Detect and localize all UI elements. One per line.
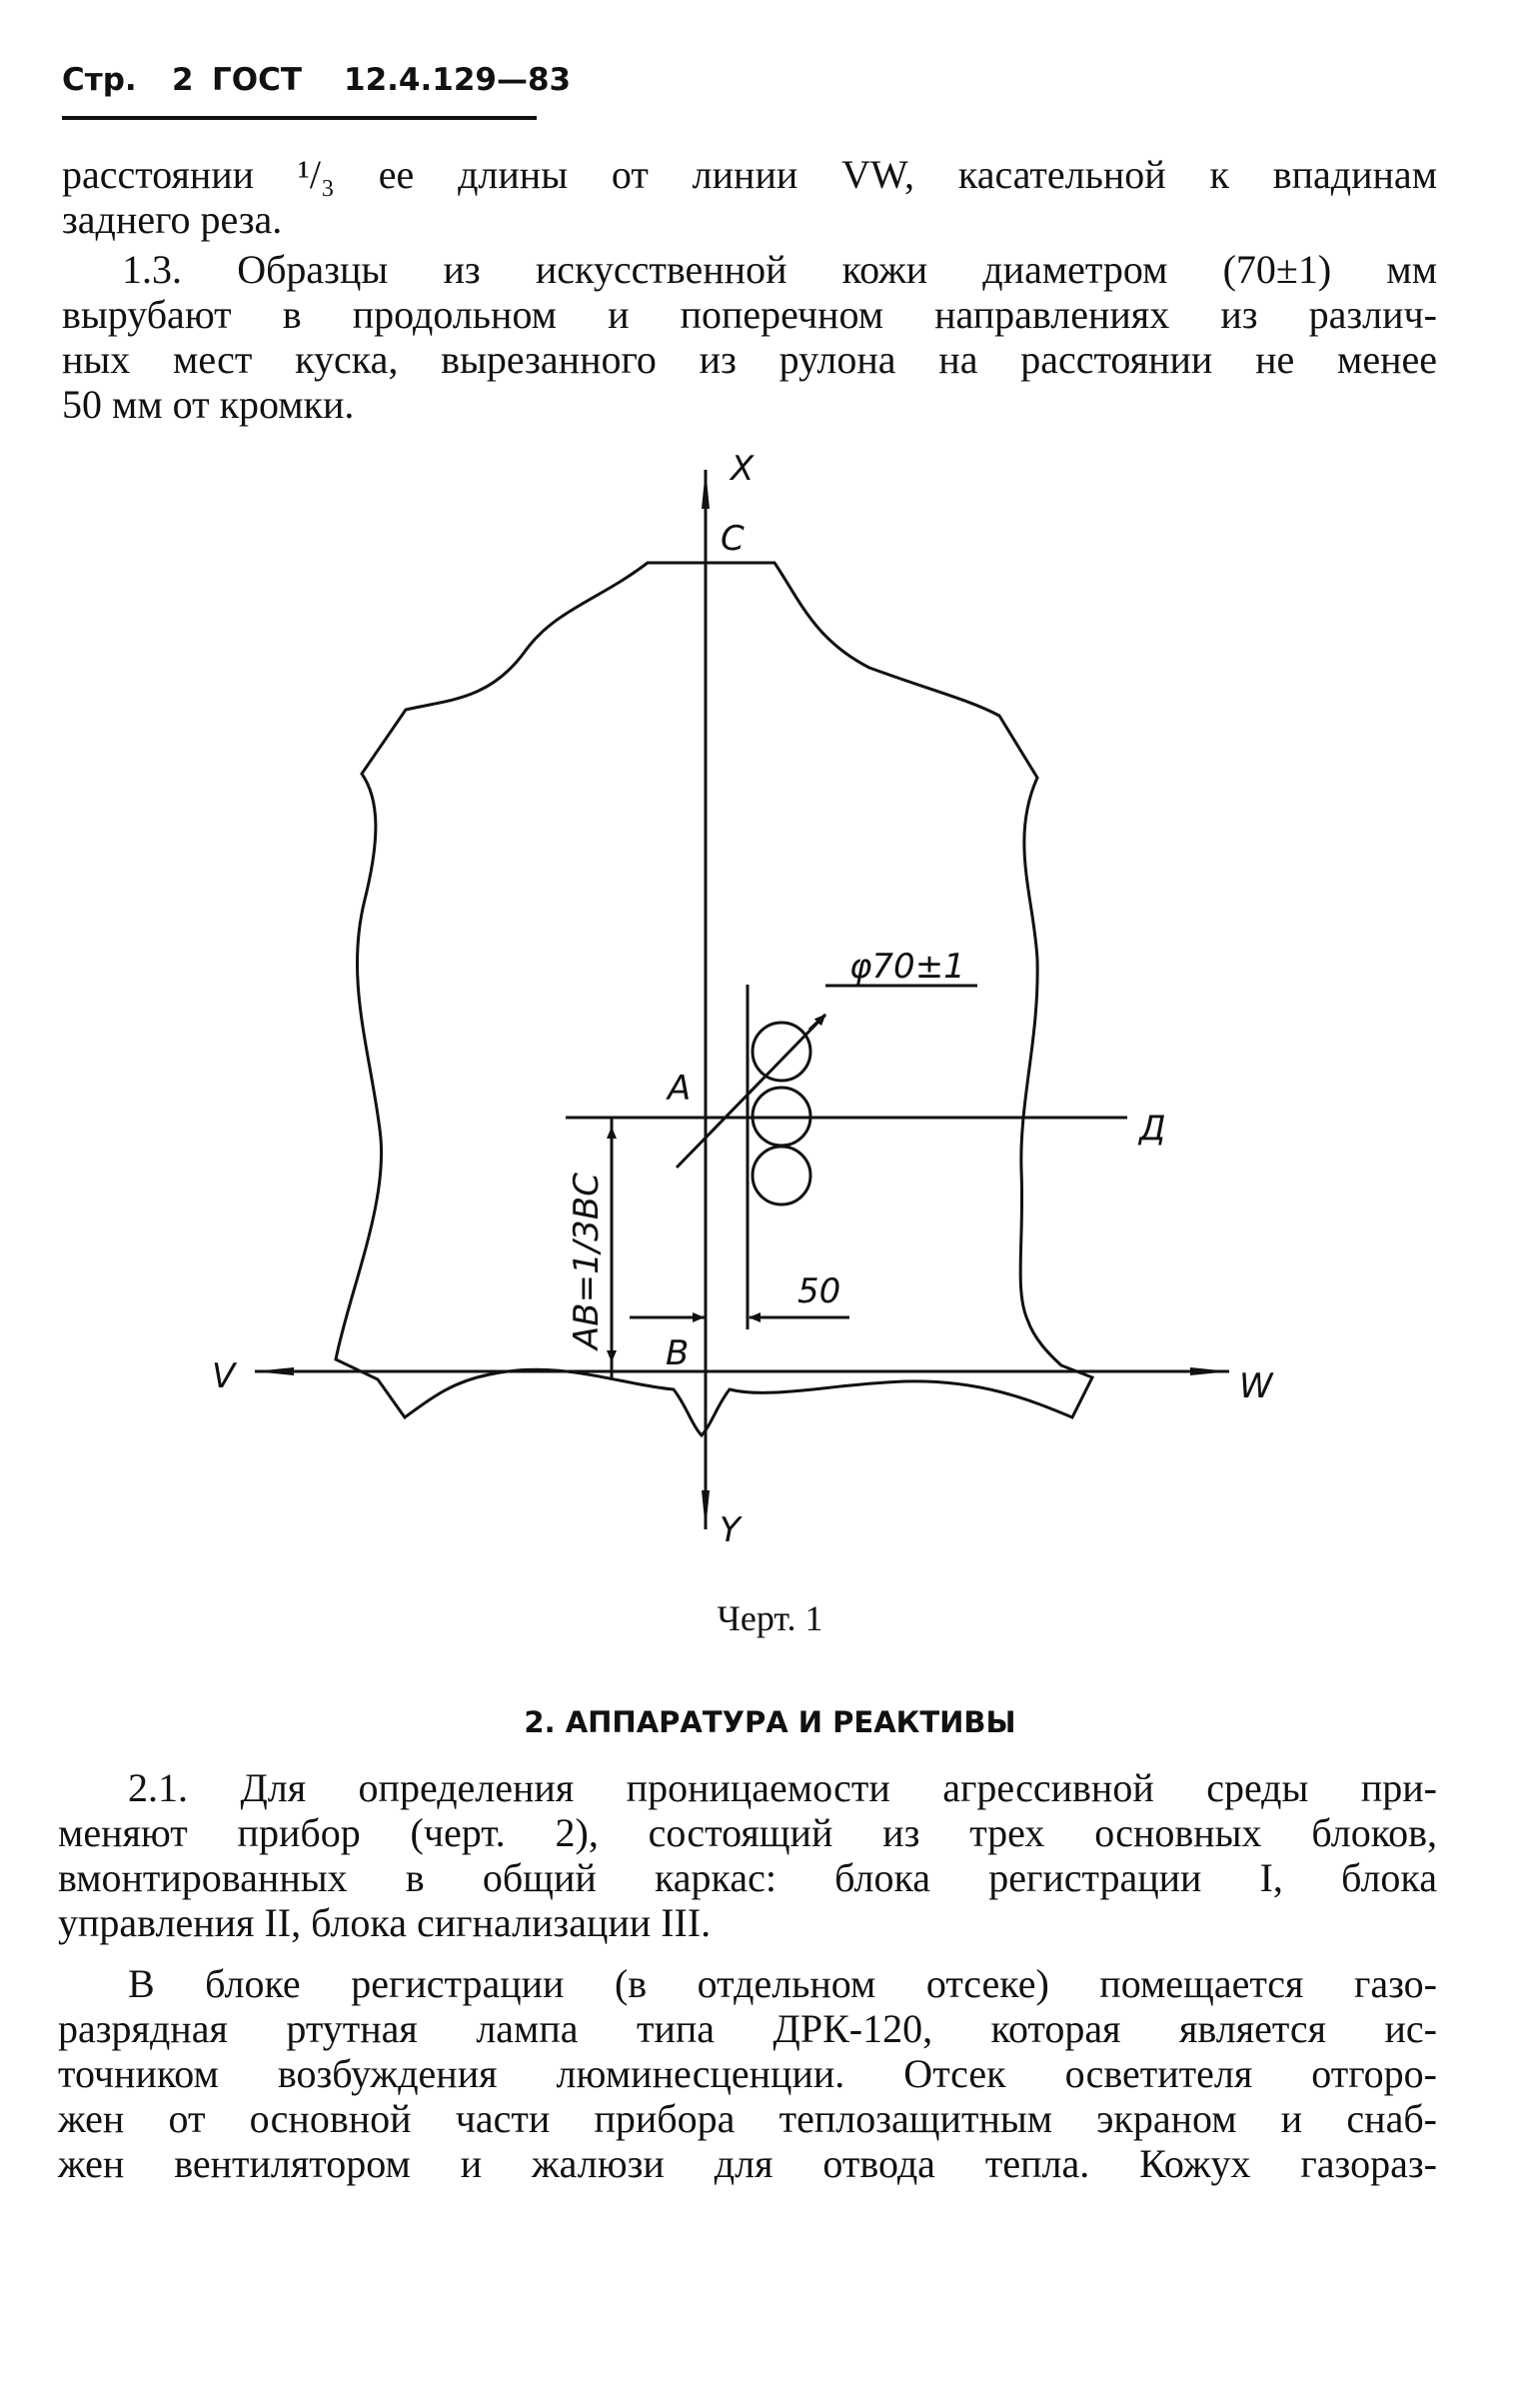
text-line: 1.3. Образцы из искусственной кожи диаметром (70±1) мм [122, 247, 1437, 292]
figure-caption: Черт. 1 [717, 1598, 823, 1638]
text-line: 2.1. Для определения проницаемости агрессивной среды при- [128, 1765, 1437, 1810]
document-number: 12.4.129—83 [344, 62, 572, 98]
label-w: W [1239, 1366, 1273, 1406]
text-line: В блоке регистрации (в отдельном отсеке) помещается газо- [128, 1961, 1437, 2006]
text-line: расстоянии ¹/₃ ее длины от линии VW, касательной к впадинам [62, 152, 1437, 197]
label-v: V [212, 1356, 236, 1396]
label-x: X [731, 449, 755, 489]
text-line: управления II, блока сигнализации III. [58, 1900, 712, 1945]
standard-label: ГОСТ [212, 62, 303, 98]
label-ab: AB=1/3BC [567, 1173, 607, 1349]
sample-circle [753, 1023, 810, 1081]
text-line: жен вентилятором и жалюзи для отвода тепла. Кожух газораз- [58, 2141, 1437, 2186]
header-rule [62, 116, 537, 120]
text-line: ных мест куска, вырезанного из рулона на расстоянии не менее [62, 337, 1437, 382]
label-y: Y [720, 1510, 741, 1550]
page-number: 2 [172, 62, 194, 98]
text-line: точником возбуждения люминесценции. Отсек осветителя отгоро- [58, 2051, 1437, 2096]
text-line: вмонтированных в общий каркас: блока регистрации I, блока [58, 1855, 1437, 1900]
page-label: Стр. [62, 62, 137, 98]
label-d: Д [1139, 1109, 1166, 1149]
text-line: разрядная ртутная лампа типа ДРК-120, которая является ис- [58, 2006, 1437, 2051]
text-line: заднего реза. [62, 197, 283, 242]
text-line: 50 мм от кромки. [62, 382, 355, 427]
sample-circle [753, 1147, 810, 1204]
page-header [62, 60, 572, 120]
label-b: B [666, 1333, 690, 1373]
text-line: меняют прибор (черт. 2), состоящий из трех основных блоков, [58, 1810, 1437, 1855]
paragraph-continuation [62, 152, 1437, 242]
text-line: жен от основной части прибора теплозащитным экраном и снаб- [58, 2096, 1437, 2141]
section-heading: 2. АППАРАТУРА И РЕАКТИВЫ [524, 1705, 1016, 1739]
label-c: C [721, 519, 745, 559]
diameter-leader-2 [809, 1015, 825, 1030]
paragraph-registration-block [58, 1961, 1437, 2186]
label-a: A [668, 1069, 692, 1109]
figure-1-drawing [0, 440, 1540, 1550]
leather-hide-outline [336, 563, 1092, 1435]
label-fifty: 50 [797, 1271, 841, 1311]
paragraph-2-1 [58, 1765, 1437, 1945]
diameter-leader [677, 1015, 825, 1168]
label-diameter: φ70±1 [849, 947, 965, 987]
paragraph-1-3 [62, 247, 1437, 427]
text-line: вырубают в продольном и поперечном направлениях из различ- [62, 292, 1437, 337]
